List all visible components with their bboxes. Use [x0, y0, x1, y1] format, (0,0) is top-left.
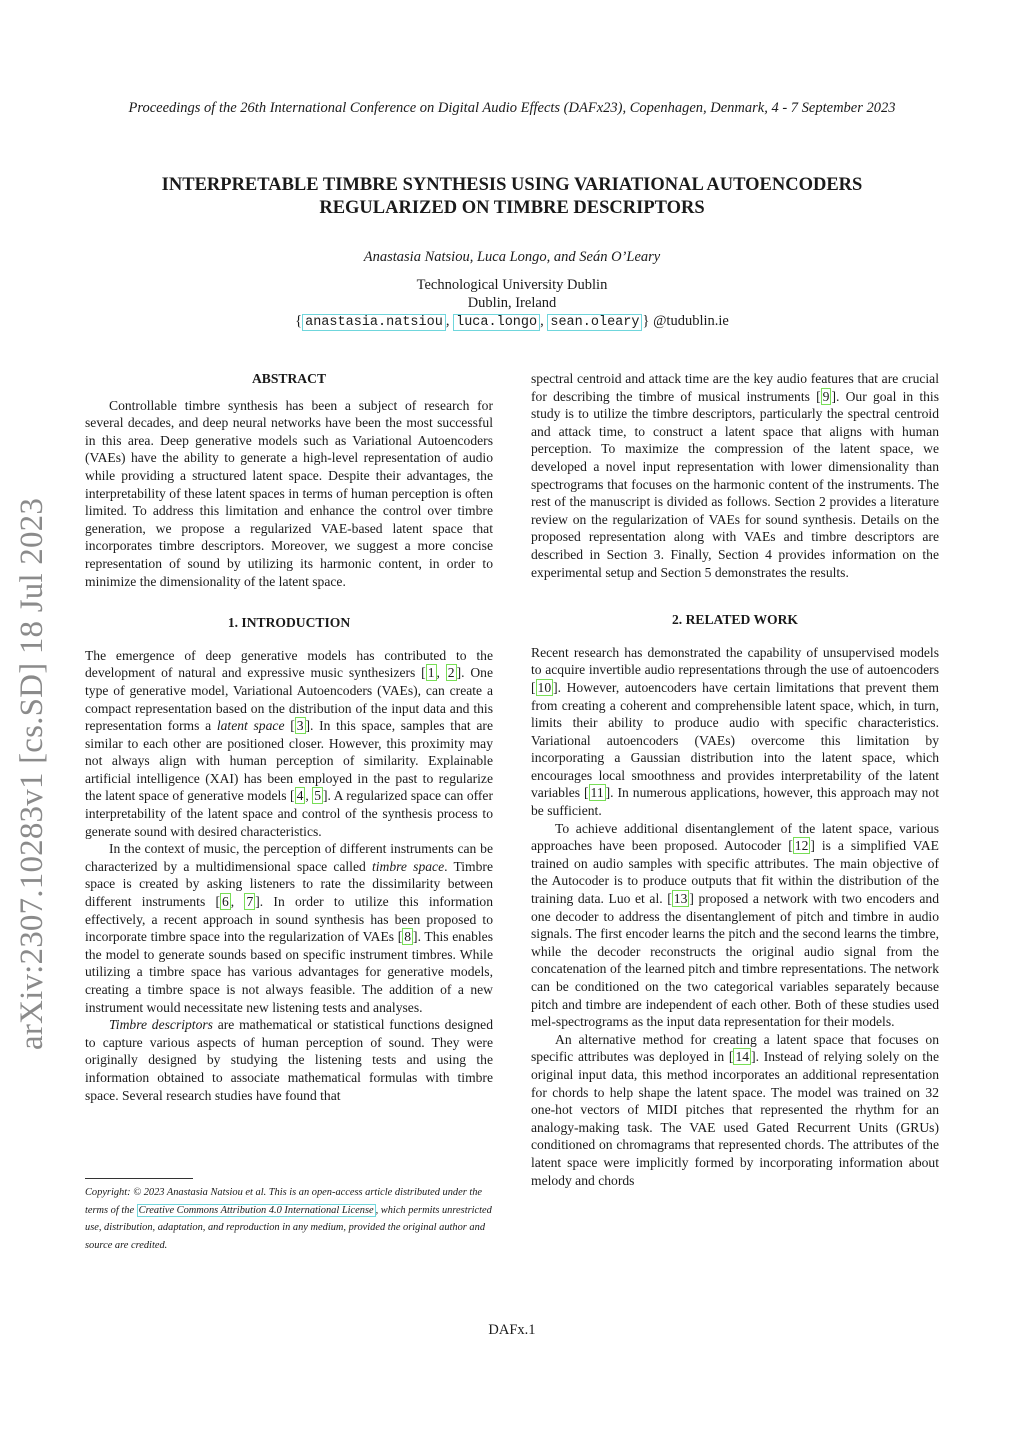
related-paragraph-2: To achieve additional disentanglement of the latent space, various approaches have been proposed. Autocoder [ 12 ] is a simplified VAE trained on audio samples with specific attributes. The main objective of the Autocoder is to produce outputs that fit within the distribution of the training data. Luo et al. [ 13 ] proposed a network with two encoders and one decoder to address the disentanglement of pitch and timbre in audio signals. The first encoder learns the pitch and the second learns the timbre, while the decoder reconstructs the original audio signal from the concatenation of the learned pitch and timbre representations. The network can be conditioned on the two categorical variables separately because pitch and timbre are independent of each other. Both of these studies used mel-spectrograms as the input data representation for their models. — [531, 820, 939, 1030]
citation-link[interactable]: 14 — [735, 1049, 750, 1065]
related-paragraph-3: An alternative method for creating a latent space that focuses on specific attributes was deployed in [ 14 ]. Instead of relying solely on the original input data, this method incorporates an additional representation for chords to help shape the latent space. The model was trained on 32 one-hot vectors of MIDI pitches that represented the rhythm for an analogy-making task. The VAE used Gated Recurrent Units (GRUs) conditioned on chromagrams that represented chords. The attributes of the latent space were implicitly formed by incorporating information about melody and chords — [531, 1031, 939, 1188]
email-domain: @tudublin.ie — [653, 313, 729, 329]
intro-heading: 1. INTRODUCTION — [227, 615, 351, 631]
author-emails: { anastasia.natsiou , luca.longo , sean.oleary } @tudublin.ie — [295, 313, 729, 330]
citation-link[interactable]: 10 — [537, 679, 552, 695]
arxiv-stamp: arXiv:2307.10283v1 [cs.SD] 18 Jul 2023 — [14, 497, 50, 1050]
left-column — [85, 370, 493, 1104]
title-line-2: REGULARIZED ON TIMBRE DESCRIPTORS — [319, 198, 705, 218]
copyright-footnote: Copyright: © 2023 Anastasia Natsiou et al. This is an open-access article distributed under the terms of the Creative Commons Attribution 4.0 International License , which permits unrestricted use, distribution, adaptation, and reproduction in any medium, provided the original author and source are credited. — [85, 1187, 492, 1251]
citation-link[interactable]: 9 — [822, 388, 830, 404]
citation-link[interactable]: 6 — [222, 894, 229, 910]
citation-link[interactable]: 1 — [427, 665, 435, 681]
related-paragraph-1: Recent research has demonstrated the capability of unsupervised models to acquire invertible audio representations through the use of autoencoders [ 10 ]. However, autoencoders have certain limitations that prevent them from creating a coherent and comprehensible latent space, which, in turn, limits their ability to produce audio with specific characteristics. Variational autoencoders (VAEs) overcome this limitation by incorporating a Gaussian distribution into the latent space, which encourages local smoothness and provides interpretability of the latent variables [ 11 ]. In numerous applications, however, this approach may not be sufficient. — [531, 644, 939, 819]
related-work-heading: 2. RELATED WORK — [671, 612, 798, 628]
email-link[interactable]: luca.longo — [453, 314, 540, 331]
abstract-heading: ABSTRACT — [251, 371, 327, 386]
proceedings-header: Proceedings of the 26th International Conference on Digital Audio Effects (DAFx23), Copenhagen, Denmark, 4 - 7 September 2023 — [128, 100, 896, 116]
email-link[interactable]: anastasia.natsiou — [302, 314, 446, 331]
citation-link[interactable]: 7 — [246, 894, 254, 910]
affiliation-place: Dublin, Ireland — [467, 295, 557, 311]
email-link[interactable]: sean.oleary — [547, 314, 642, 331]
citation-link[interactable]: 12 — [794, 838, 809, 854]
abstract-text: Controllable timbre synthesis has been a subject of research for several decades, and deep neural networks have been the most successful in this area. Deep generative models such as Variational Autoencoders (VAEs) have the ability to generate a high-level representation of audio while providing a structured latent space. Despite their advantages, the interpretability of these latent spaces in terms of human perception is often limited. To address this limitation and enhance the control over timbre generation, we propose a regularized VAE-based latent space that incorporates timbre descriptors. Moreover, we suggest a more concise representation of sound by utilizing its harmonic content, in order to minimize the dimensionality of the latent space. — [85, 397, 493, 589]
intro-paragraph-2: In the context of music, the perception of different instruments can be characterized by a multidimensional space called timbre space. Timbre space is created by asking listeners to rate the dissimilarity between different instruments [ 6 , 7 ]. In order to utilize this information effectively, a recent approach in sound synthesis has been proposed to incorporate timbre space into the regularization of VAEs [ 8 ]. This enables the model to generate sounds based on specific instrument timbres. While utilizing a timbre space has various advantages for generative models, creating a timbre space is not always feasible. The addition of a new instrument would necessitate new listening tests and analyses. — [85, 841, 494, 1015]
license-link[interactable]: Creative Commons Attribution 4.0 International License — [138, 1204, 374, 1216]
intro-continuation: spectral centroid and attack time are the key audio features that are crucial for describing the timbre of musical instruments [ 9 ]. Our goal in this study is to utilize the timbre descriptors, particularly the spectral centroid and attack time, to construct a latent space that aligns with human perception. To maximize the compression of the latent space, we developed a novel input representation with lower dimensionality than spectrograms that focuses on the harmonic content of the instruments. The rest of the manuscript is divided as follows. Section 2 provides a literature review on the regularization of VAEs for sound synthesis. Details on the proposed representation along with VAEs and timbre descriptors are described in Section 3. Finally, Section 4 provides information on the experimental setup and Section 5 demonstrates the results. — [531, 371, 939, 580]
author-list: Anastasia Natsiou, Luca Longo, and Seán O’Leary — [363, 249, 661, 265]
intro-paragraph-3: Timbre descriptors are mathematical or statistical functions designed to capture various aspects of human perception of sound. They were originally designed by studying the listening tests and using the information obtained to associate mathematical formulas with timbre space. Several research studies have found that — [85, 1017, 493, 1103]
citation-link[interactable]: 13 — [673, 891, 688, 907]
affiliation-org: Technological University Dublin — [416, 277, 608, 293]
citation-link[interactable]: 4 — [296, 788, 304, 804]
right-column — [531, 370, 939, 1189]
title-line-1: INTERPRETABLE TIMBRE SYNTHESIS USING VARIATIONAL AUTOENCODERS — [161, 175, 863, 195]
footnote-divider — [85, 1178, 193, 1179]
citation-link[interactable]: 2 — [447, 665, 455, 681]
affiliation — [0, 276, 1024, 332]
citation-link[interactable]: 5 — [314, 788, 322, 804]
page-number: DAFx.1 — [488, 1322, 536, 1338]
citation-link[interactable]: 11 — [590, 785, 604, 801]
citation-link[interactable]: 8 — [404, 929, 412, 945]
paper-title — [100, 174, 924, 220]
intro-paragraph-1: The emergence of deep generative models has contributed to the development of natural and expressive music synthesizers [ 1 , 2 ]. One type of generative model, Variational Autoencoders (VAEs), can create a compact representation based on the distribution of the input data and this representation forms a latent space [ 3 ]. In this space, samples that are similar to each other are positioned closer. However, this proximity may not always align with human perception of similarity. Explainable artificial intelligence (XAI) has been employed in the past to regularize the latent space of generative models [ 4 , 5 ]. A regularized space can offer interpretability of the latent space and control of the synthesis process to generate sound with desired characteristics. — [85, 647, 494, 839]
citation-link[interactable]: 3 — [296, 718, 304, 734]
